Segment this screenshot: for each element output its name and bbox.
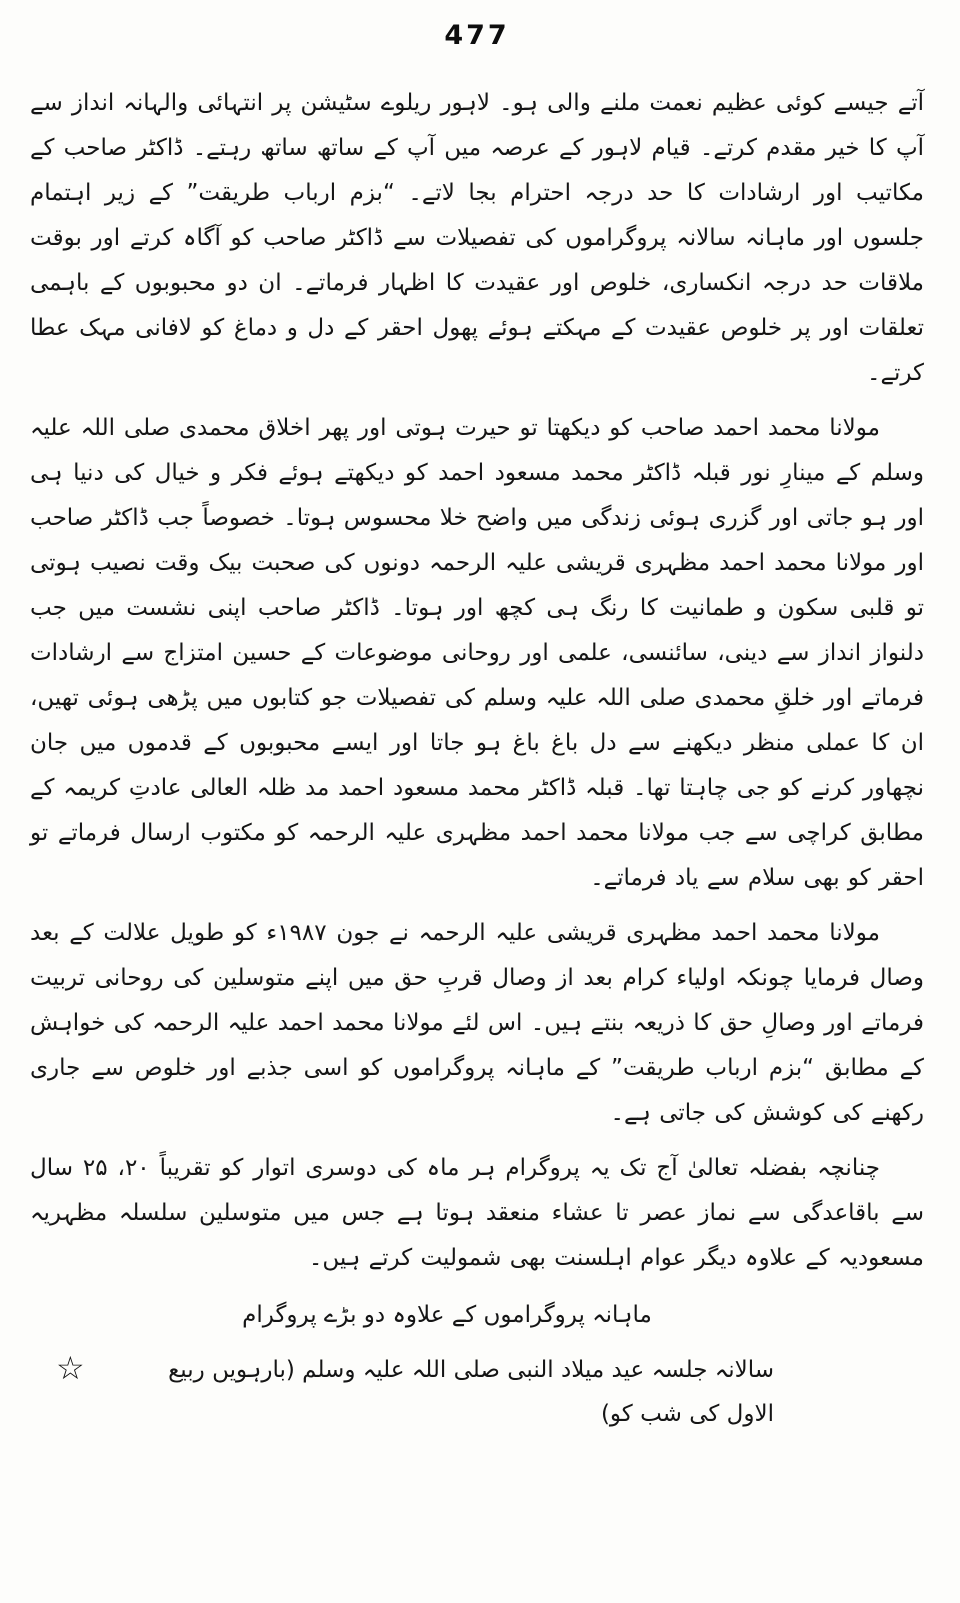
star-icon: ☆ xyxy=(56,1349,85,1387)
list-item-text: سالانہ جلسہ عید میلاد النبی صلی اللہ علیہ وسلم (بارہویں ربیع الاول کی شب کو) xyxy=(168,1357,774,1427)
paragraph-4: چنانچہ بفضلہ تعالیٰ آج تک یہ پروگرام ہر ماہ کی دوسری اتوار کو تقریباً ۲۰، ۲۵ سال سے باقاعدگی سے نماز عصر تا عشاء منعقد ہوتا ہے جس میں متوسلین سلسلہ مظہریہ مسعودیہ کے علاوہ دیگر عوام اہلسنت بھی شمولیت کرتے ہیں۔ xyxy=(30,1155,924,1271)
section-heading: ماہانہ پروگراموں کے علاوہ دو بڑے پروگرام xyxy=(242,1302,652,1328)
paragraph-2: مولانا محمد احمد صاحب کو دیکھتا تو حیرت ہوتی اور پھر اخلاق محمدی صلی اللہ علیہ وسلم کے مینارِ نور قبلہ ڈاکٹر محمد مسعود احمد کو دیکھتے ہوئے فکر و خیال کی دنیا ہی اور ہو جاتی اور گزری ہوئی زندگی میں واضح خلا محسوس ہوتا۔ خصوصاً جب ڈاکٹر صاحب اور مولانا محمد احمد مظہری قریشی علیہ الرحمہ دونوں کی صحبت بیک وقت نصیب ہوتی تو قلبی سکون و طمانیت کا رنگ ہی کچھ اور ہوتا۔ ڈاکٹر صاحب اپنی نشست میں جب دلنواز انداز سے دینی، سائنسی، علمی اور روحانی موضوعات کے حسین امتزاج سے ارشادات فرماتے اور خلقِ محمدی صلی اللہ علیہ وسلم کی تفصیلات جو کتابوں میں پڑھی ہوئی تھیں، ان کا عملی منظر دیکھنے سے دل باغ باغ ہو جاتا اور ایسے محبوبوں کے قدموں میں جان نچھاور کرنے کو جی چاہتا تھا۔ قبلہ ڈاکٹر محمد مسعود احمد مد ظلہ العالی عادتِ کریمہ کے مطابق کراچی سے جب مولانا محمد احمد مظہری علیہ الرحمہ کو مکتوب ارسال فرماتے تو احقر کو بھی سلام سے یاد فرماتے۔ xyxy=(30,415,924,891)
list-item xyxy=(30,1342,924,1436)
paragraph-1: آتے جیسے کوئی عظیم نعمت ملنے والی ہو۔ لاہور ریلوے سٹیشن پر انتہائی والہانہ انداز سے آپ کا خیر مقدم کرتے۔ قیام لاہور کے عرصہ میں آپ کے ساتھ ساتھ رہتے۔ ڈاکٹر صاحب کے مکاتیب اور ارشادات کا حد درجہ احترام بجا لاتے۔ “بزم ارباب طریقت” کے زیر اہتمام جلسوں اور ماہانہ سالانہ پروگراموں کی تفصیلات سے ڈاکٹر صاحب کو آگاہ کرتے اور بوقت ملاقات حد درجہ انکساری، خلوص اور عقیدت کا اظہار فرماتے۔ ان دو محبوبوں کے باہمی تعلقات اور پر خلوص عقیدت کے مہکتے ہوئے پھول احقر کے دل و دماغ کو لافانی مہک عطا کرتے۔ xyxy=(30,90,924,386)
paragraph-3: مولانا محمد احمد مظہری قریشی علیہ الرحمہ نے جون ۱۹۸۷ء کو طویل علالت کے بعد وصال فرمایا چونکہ اولیاء کرام بعد از وصال قربِ حق میں اپنے متوسلین کی روحانی تربیت فرماتے اور وصالِ حق کا ذریعہ بنتے ہیں۔ اس لئے مولانا محمد احمد علیہ الرحمہ کی خواہش کے مطابق “بزم ارباب طریقت” کے ماہانہ پروگراموں کو اسی جذبے اور خلوص سے جاری رکھنے کی کوشش کی جاتی ہے۔ xyxy=(30,920,924,1126)
page-number: 477 xyxy=(444,20,510,51)
